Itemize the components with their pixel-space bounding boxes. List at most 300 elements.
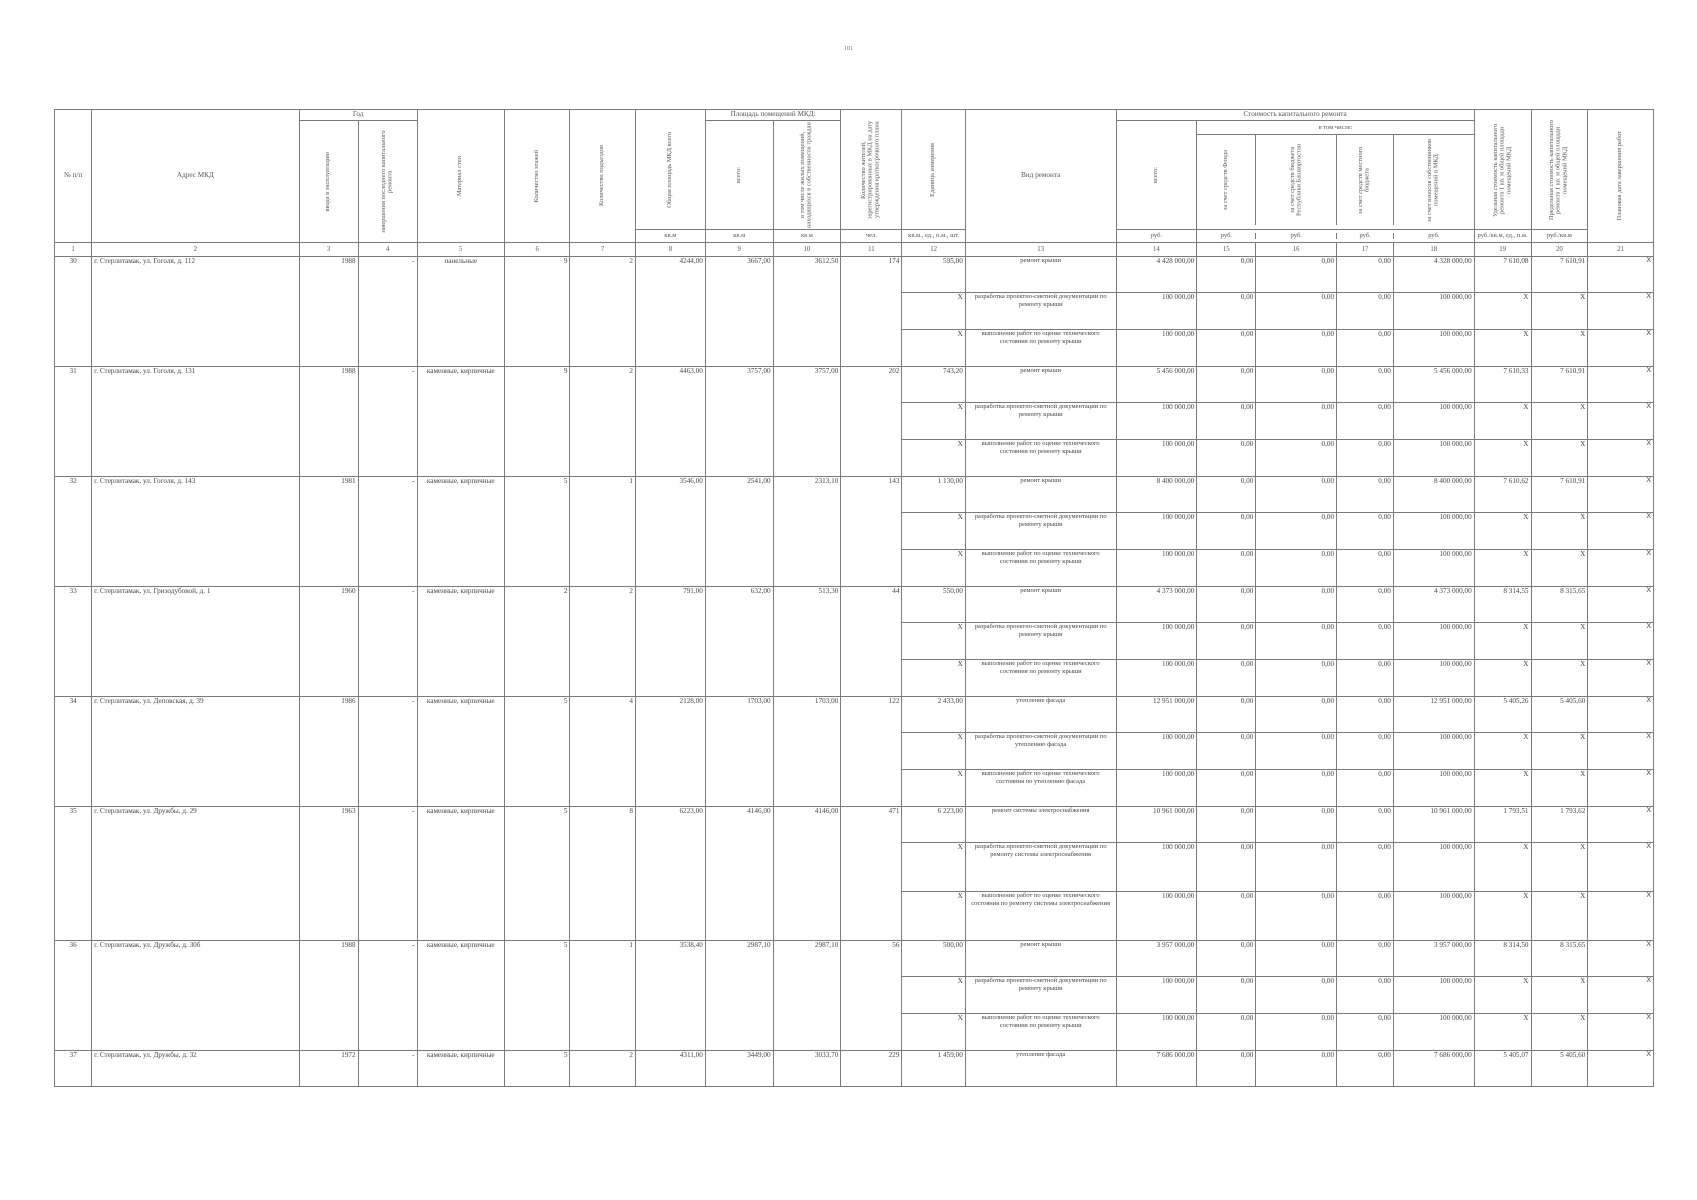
work-type: выполнение работ по оценке технического состояния по ремонту крыши <box>965 1014 1116 1051</box>
deadline: X <box>1588 733 1654 770</box>
cost-owners: 100 000,00 <box>1393 513 1474 550</box>
cost-fund: 0,00 <box>1197 367 1256 403</box>
max-cost: X <box>1531 843 1588 892</box>
unit-cost: X <box>1474 403 1531 440</box>
cost-republic: 0,00 <box>1256 257 1337 293</box>
capital-repair-plan-table <box>54 109 1654 1087</box>
header-year-commission: ввода в эксплуатацию <box>299 121 358 243</box>
cost-local: 0,00 <box>1337 733 1394 770</box>
header-deadline: Плановая дата завершения работ <box>1588 110 1654 243</box>
cost-owners: 100 000,00 <box>1393 623 1474 660</box>
max-cost: X <box>1531 892 1588 941</box>
unit-cost: 7 610,62 <box>1474 477 1531 513</box>
unit-rub-fund: руб. <box>1197 233 1256 240</box>
cost-republic: 0,00 <box>1256 733 1337 770</box>
unit-cost: X <box>1474 623 1531 660</box>
deadline: X <box>1588 440 1654 477</box>
entrances-count: 2 <box>570 367 636 477</box>
cost-fund: 0,00 <box>1197 770 1256 807</box>
year-commission: 1988 <box>299 257 358 367</box>
cost-republic: 0,00 <box>1256 807 1337 843</box>
cost-total: 8 400 000,00 <box>1116 477 1197 513</box>
cost-total: 100 000,00 <box>1116 770 1197 807</box>
cost-owners: 100 000,00 <box>1393 1014 1474 1051</box>
house-number: 32 <box>55 477 92 587</box>
cost-republic: 0,00 <box>1256 660 1337 697</box>
premises-area: 3667,00 <box>705 257 773 367</box>
house-row <box>55 697 1654 733</box>
floors-count: 5 <box>504 807 570 941</box>
header-entrances: Количество подъездов <box>570 110 636 243</box>
cost-local: 0,00 <box>1337 807 1394 843</box>
cost-local: 0,00 <box>1337 293 1394 330</box>
max-cost: X <box>1531 403 1588 440</box>
year-last-repair: - <box>358 257 417 367</box>
unit-rub-including <box>1197 230 1474 243</box>
unit-cost: X <box>1474 330 1531 367</box>
cost-owners: 100 000,00 <box>1393 892 1474 941</box>
deadline: X <box>1588 977 1654 1014</box>
cost-republic: 0,00 <box>1256 697 1337 733</box>
cost-fund: 0,00 <box>1197 623 1256 660</box>
work-quantity: X <box>902 403 965 440</box>
column-number: 7 <box>570 243 636 257</box>
deadline: X <box>1588 941 1654 977</box>
cost-fund: 0,00 <box>1197 330 1256 367</box>
floors-count: 9 <box>504 367 570 477</box>
floors-count: 5 <box>504 941 570 1051</box>
cost-local: 0,00 <box>1337 660 1394 697</box>
header-repair-type: Вид ремонта <box>965 110 1116 243</box>
cost-fund: 0,00 <box>1197 807 1256 843</box>
column-number: 3 <box>299 243 358 257</box>
unit-rub-total: руб. <box>1116 230 1197 243</box>
deadline: X <box>1588 513 1654 550</box>
floors-count: 5 <box>504 1051 570 1087</box>
entrances-count: 1 <box>570 941 636 1051</box>
unit-rub-sq: руб./кв.м, ед., п.м. <box>1474 230 1531 243</box>
work-quantity: 500,00 <box>902 941 965 977</box>
max-cost: 8 315,65 <box>1531 941 1588 977</box>
column-number: 1 <box>55 243 92 257</box>
residents-count: 44 <box>841 587 902 697</box>
table-header <box>55 110 1654 257</box>
cost-republic: 0,00 <box>1256 367 1337 403</box>
total-area: 791,00 <box>635 587 705 697</box>
unit-cost: X <box>1474 660 1531 697</box>
cost-total: 4 428 000,00 <box>1116 257 1197 293</box>
house-address: г. Стерлитамак, ул. Дружбы, д. 32 <box>92 1051 300 1087</box>
unit-cost: 1 793,51 <box>1474 807 1531 843</box>
entrances-count: 2 <box>570 257 636 367</box>
header-num: № п/п <box>55 110 92 243</box>
house-row <box>55 807 1654 843</box>
cost-fund: 0,00 <box>1197 977 1256 1014</box>
work-type: разработка проектно-сметной документации по ремонту крыши <box>965 513 1116 550</box>
max-cost: 7 610,91 <box>1531 257 1588 293</box>
header-cost-including: в том числе: <box>1197 125 1473 135</box>
year-commission: 1981 <box>299 477 358 587</box>
cost-total: 100 000,00 <box>1116 733 1197 770</box>
cost-local: 0,00 <box>1337 550 1394 587</box>
work-type: утепление фасада <box>965 1051 1116 1087</box>
cost-owners: 7 686 000,00 <box>1393 1051 1474 1087</box>
cost-local: 0,00 <box>1337 892 1394 941</box>
total-area: 3538,40 <box>635 941 705 1051</box>
cost-fund: 0,00 <box>1197 513 1256 550</box>
cost-republic: 0,00 <box>1256 587 1337 623</box>
cost-local: 0,00 <box>1337 623 1394 660</box>
house-row <box>55 477 1654 513</box>
header-premises-owned: в том числе жилых помещений, находящихся в собственности граждан <box>773 121 841 230</box>
house-number: 36 <box>55 941 92 1051</box>
owned-area: 2313,10 <box>773 477 841 587</box>
deadline: X <box>1588 477 1654 513</box>
house-number: 33 <box>55 587 92 697</box>
column-number: 12 <box>902 243 965 257</box>
cost-total: 100 000,00 <box>1116 660 1197 697</box>
cost-fund: 0,00 <box>1197 1051 1256 1087</box>
unit-cost: X <box>1474 770 1531 807</box>
cost-republic: 0,00 <box>1256 977 1337 1014</box>
cost-republic: 0,00 <box>1256 941 1337 977</box>
cost-fund: 0,00 <box>1197 550 1256 587</box>
work-quantity: 595,00 <box>902 257 965 293</box>
page-number: 101 <box>844 46 853 52</box>
work-type: разработка проектно-сметной документации по ремонту системы электроснабжения <box>965 843 1116 892</box>
work-type: разработка проектно-сметной документации по ремонту крыши <box>965 623 1116 660</box>
cost-owners: 5 456 000,00 <box>1393 367 1474 403</box>
cost-local: 0,00 <box>1337 1014 1394 1051</box>
house-address: г. Стерлитамак, ул. Гоголя, д. 143 <box>92 477 300 587</box>
work-quantity: 1 459,00 <box>902 1051 965 1087</box>
cost-owners: 100 000,00 <box>1393 977 1474 1014</box>
deadline: X <box>1588 550 1654 587</box>
year-last-repair: - <box>358 367 417 477</box>
header-cost-fund: за счет средств Фонда <box>1197 135 1256 225</box>
column-number: 5 <box>417 243 504 257</box>
max-cost: X <box>1531 660 1588 697</box>
house-row <box>55 367 1654 403</box>
unit-cost: X <box>1474 293 1531 330</box>
year-last-repair: - <box>358 697 417 807</box>
header-floors: Количество этажей <box>504 110 570 243</box>
max-cost: X <box>1531 330 1588 367</box>
deadline: X <box>1588 1014 1654 1051</box>
wall-material: каменные, кирпичные <box>417 477 504 587</box>
wall-material: каменные, кирпичные <box>417 587 504 697</box>
max-cost: 7 610,91 <box>1531 477 1588 513</box>
work-quantity: 2 433,00 <box>902 697 965 733</box>
header-cost-total: всего: <box>1116 121 1197 230</box>
work-quantity: X <box>902 892 965 941</box>
residents-count: 122 <box>841 697 902 807</box>
house-number: 31 <box>55 367 92 477</box>
unit-people: чел. <box>841 230 902 243</box>
header-cost-group: Стоимость капитального ремонта <box>1116 110 1474 121</box>
max-cost: 5 405,60 <box>1531 697 1588 733</box>
work-type: разработка проектно-сметной документации по ремонту крыши <box>965 977 1116 1014</box>
cost-republic: 0,00 <box>1256 513 1337 550</box>
column-number: 17 <box>1337 243 1394 257</box>
work-type: разработка проектно-сметной документации по ремонту крыши <box>965 293 1116 330</box>
house-row <box>55 587 1654 623</box>
cost-fund: 0,00 <box>1197 697 1256 733</box>
deadline: X <box>1588 892 1654 941</box>
premises-area: 1703,00 <box>705 697 773 807</box>
header-unit: Единица измерения <box>902 110 965 230</box>
work-quantity: X <box>902 440 965 477</box>
cost-total: 5 456 000,00 <box>1116 367 1197 403</box>
max-cost: 5 405,60 <box>1531 1051 1588 1087</box>
owned-area: 3033,70 <box>773 1051 841 1087</box>
cost-fund: 0,00 <box>1197 892 1256 941</box>
cost-local: 0,00 <box>1337 843 1394 892</box>
year-last-repair: - <box>358 1051 417 1087</box>
work-quantity: X <box>902 843 965 892</box>
work-type: ремонт крыши <box>965 587 1116 623</box>
cost-local: 0,00 <box>1337 440 1394 477</box>
cost-republic: 0,00 <box>1256 477 1337 513</box>
house-address: г. Стерлитамак, ул. Гоголя, д. 112 <box>92 257 300 367</box>
year-commission: 1960 <box>299 587 358 697</box>
unit-measure: кв.м., ед., п.м., шт. <box>902 230 965 243</box>
cost-owners: 10 961 000,00 <box>1393 807 1474 843</box>
total-area: 3546,00 <box>635 477 705 587</box>
deadline: X <box>1588 660 1654 697</box>
work-type: ремонт крыши <box>965 477 1116 513</box>
header-cost-republic: за счет средств бюджета Республики Башкортостан <box>1256 135 1337 225</box>
house-address: г. Стерлитамак, ул. Деповская, д. 39 <box>92 697 300 807</box>
cost-republic: 0,00 <box>1256 293 1337 330</box>
house-number: 30 <box>55 257 92 367</box>
unit-cost: 7 610,08 <box>1474 257 1531 293</box>
unit-cost: X <box>1474 550 1531 587</box>
deadline: X <box>1588 587 1654 623</box>
max-cost: X <box>1531 770 1588 807</box>
house-address: г. Стерлитамак, ул. Дружбы, д. 30б <box>92 941 300 1051</box>
deadline: X <box>1588 257 1654 293</box>
cost-local: 0,00 <box>1337 513 1394 550</box>
cost-owners: 3 957 000,00 <box>1393 941 1474 977</box>
owned-area: 4146,00 <box>773 807 841 941</box>
wall-material: каменные, кирпичные <box>417 367 504 477</box>
unit-area-total: кв.м <box>635 230 705 243</box>
cost-fund: 0,00 <box>1197 440 1256 477</box>
house-number: 35 <box>55 807 92 941</box>
work-type: ремонт крыши <box>965 367 1116 403</box>
owned-area: 3612,50 <box>773 257 841 367</box>
header-year-group: Год <box>299 110 417 121</box>
cost-total: 12 951 000,00 <box>1116 697 1197 733</box>
column-number: 20 <box>1531 243 1588 257</box>
entrances-count: 2 <box>570 587 636 697</box>
max-cost: X <box>1531 1014 1588 1051</box>
header-max-cost: Предельная стоимость капитального ремонта 1 кв. м общей площади помещений МКД <box>1531 110 1588 230</box>
work-quantity: 743,20 <box>902 367 965 403</box>
cost-fund: 0,00 <box>1197 477 1256 513</box>
cost-owners: 12 951 000,00 <box>1393 697 1474 733</box>
deadline: X <box>1588 1051 1654 1087</box>
deadline: X <box>1588 807 1654 843</box>
deadline: X <box>1588 623 1654 660</box>
deadline: X <box>1588 697 1654 733</box>
cost-local: 0,00 <box>1337 403 1394 440</box>
column-number: 16 <box>1256 243 1337 257</box>
header-cost-including-group <box>1197 121 1474 230</box>
house-address: г. Стерлитамак, ул. Дружбы, д. 29 <box>92 807 300 941</box>
work-quantity: X <box>902 293 965 330</box>
cost-owners: 100 000,00 <box>1393 330 1474 367</box>
premises-area: 3757,00 <box>705 367 773 477</box>
cost-owners: 100 000,00 <box>1393 293 1474 330</box>
cost-republic: 0,00 <box>1256 1051 1337 1087</box>
total-area: 4463,00 <box>635 367 705 477</box>
work-quantity: X <box>902 733 965 770</box>
cost-fund: 0,00 <box>1197 1014 1256 1051</box>
work-type: выполнение работ по оценке технического состояния по ремонту крыши <box>965 550 1116 587</box>
unit-cost: X <box>1474 733 1531 770</box>
entrances-count: 2 <box>570 1051 636 1087</box>
cost-total: 100 000,00 <box>1116 293 1197 330</box>
column-number: 19 <box>1474 243 1531 257</box>
cost-owners: 100 000,00 <box>1393 550 1474 587</box>
year-last-repair: - <box>358 941 417 1051</box>
house-number: 37 <box>55 1051 92 1087</box>
residents-count: 56 <box>841 941 902 1051</box>
year-commission: 1988 <box>299 941 358 1051</box>
entrances-count: 4 <box>570 697 636 807</box>
cost-republic: 0,00 <box>1256 330 1337 367</box>
header-premises-all: всего: <box>705 121 773 230</box>
house-row <box>55 1051 1654 1087</box>
cost-republic: 0,00 <box>1256 550 1337 587</box>
work-quantity: X <box>902 977 965 1014</box>
work-quantity: X <box>902 660 965 697</box>
column-number: 9 <box>705 243 773 257</box>
column-number: 4 <box>358 243 417 257</box>
cost-republic: 0,00 <box>1256 843 1337 892</box>
owned-area: 2987,10 <box>773 941 841 1051</box>
total-area: 4311,00 <box>635 1051 705 1087</box>
unit-area-premises: кв.м <box>705 230 773 243</box>
table-body <box>55 257 1654 1087</box>
house-number: 34 <box>55 697 92 807</box>
column-number: 15 <box>1197 243 1256 257</box>
cost-total: 100 000,00 <box>1116 892 1197 941</box>
total-area: 2128,00 <box>635 697 705 807</box>
residents-count: 471 <box>841 807 902 941</box>
work-type: выполнение работ по оценке технического состояния по ремонту системы электроснабжения <box>965 892 1116 941</box>
cost-local: 0,00 <box>1337 330 1394 367</box>
year-commission: 1963 <box>299 807 358 941</box>
max-cost: X <box>1531 623 1588 660</box>
work-type: ремонт крыши <box>965 941 1116 977</box>
cost-owners: 4 328 000,00 <box>1393 257 1474 293</box>
cost-owners: 100 000,00 <box>1393 403 1474 440</box>
header-address: Адрес МКД <box>92 110 300 243</box>
cost-total: 100 000,00 <box>1116 513 1197 550</box>
work-type: разработка проектно-сметной документации по утеплению фасада <box>965 733 1116 770</box>
unit-cost: 8 314,55 <box>1474 587 1531 623</box>
total-area: 6223,00 <box>635 807 705 941</box>
work-quantity: 6 223,00 <box>902 807 965 843</box>
cost-local: 0,00 <box>1337 587 1394 623</box>
cost-total: 100 000,00 <box>1116 403 1197 440</box>
unit-rub-republic: руб. <box>1256 233 1337 240</box>
year-commission: 1988 <box>299 367 358 477</box>
unit-cost: X <box>1474 892 1531 941</box>
entrances-count: 8 <box>570 807 636 941</box>
cost-total: 100 000,00 <box>1116 977 1197 1014</box>
year-commission: 1986 <box>299 697 358 807</box>
deadline: X <box>1588 367 1654 403</box>
unit-rub-owners: руб. <box>1428 231 1440 239</box>
max-cost: X <box>1531 440 1588 477</box>
max-cost: 1 793,62 <box>1531 807 1588 843</box>
wall-material: каменные, кирпичные <box>417 1051 504 1087</box>
cost-owners: 100 000,00 <box>1393 440 1474 477</box>
owned-area: 513,30 <box>773 587 841 697</box>
max-cost: X <box>1531 977 1588 1014</box>
work-quantity: X <box>902 623 965 660</box>
unit-cost: X <box>1474 440 1531 477</box>
cost-republic: 0,00 <box>1256 770 1337 807</box>
cost-fund: 0,00 <box>1197 843 1256 892</box>
work-quantity: 1 130,00 <box>902 477 965 513</box>
max-cost: X <box>1531 293 1588 330</box>
unit-cost: 5 405,07 <box>1474 1051 1531 1087</box>
cost-local: 0,00 <box>1337 977 1394 1014</box>
cost-fund: 0,00 <box>1197 587 1256 623</box>
year-last-repair: - <box>358 587 417 697</box>
column-number: 8 <box>635 243 705 257</box>
premises-area: 2987,10 <box>705 941 773 1051</box>
header-year-last-repair: завершения последнего капитального ремонта <box>358 121 417 243</box>
deadline: X <box>1588 770 1654 807</box>
work-type: ремонт системы электроснабжения <box>965 807 1116 843</box>
cost-republic: 0,00 <box>1256 440 1337 477</box>
unit-area-owned: кв.м <box>773 230 841 243</box>
column-number: 11 <box>841 243 902 257</box>
owned-area: 1703,00 <box>773 697 841 807</box>
column-number: 18 <box>1393 243 1474 257</box>
residents-count: 229 <box>841 1051 902 1087</box>
cost-total: 100 000,00 <box>1116 440 1197 477</box>
work-type: выполнение работ по оценке технического состояния по ремонту крыши <box>965 440 1116 477</box>
cost-local: 0,00 <box>1337 257 1394 293</box>
header-cost-owners: за счет взносов собственников помещений в МКД <box>1426 138 1440 222</box>
column-number: 2 <box>92 243 300 257</box>
unit-rub-sq-max: руб./кв.м <box>1531 230 1588 243</box>
work-type: разработка проектно-сметной документации по ремонту крыши <box>965 403 1116 440</box>
header-unit-cost: Удельная стоимость капитального ремонта 1 кв. м общей площади помещений МКД <box>1474 110 1531 230</box>
cost-total: 100 000,00 <box>1116 843 1197 892</box>
cost-owners: 100 000,00 <box>1393 843 1474 892</box>
house-row <box>55 257 1654 293</box>
deadline: X <box>1588 403 1654 440</box>
work-quantity: 550,00 <box>902 587 965 623</box>
cost-local: 0,00 <box>1337 367 1394 403</box>
wall-material: каменные, кирпичные <box>417 697 504 807</box>
unit-rub-local: руб. <box>1337 233 1394 240</box>
unit-cost: 5 405,26 <box>1474 697 1531 733</box>
max-cost: 8 315,65 <box>1531 587 1588 623</box>
cost-republic: 0,00 <box>1256 892 1337 941</box>
cost-total: 100 000,00 <box>1116 550 1197 587</box>
max-cost: X <box>1531 733 1588 770</box>
floors-count: 5 <box>504 697 570 807</box>
